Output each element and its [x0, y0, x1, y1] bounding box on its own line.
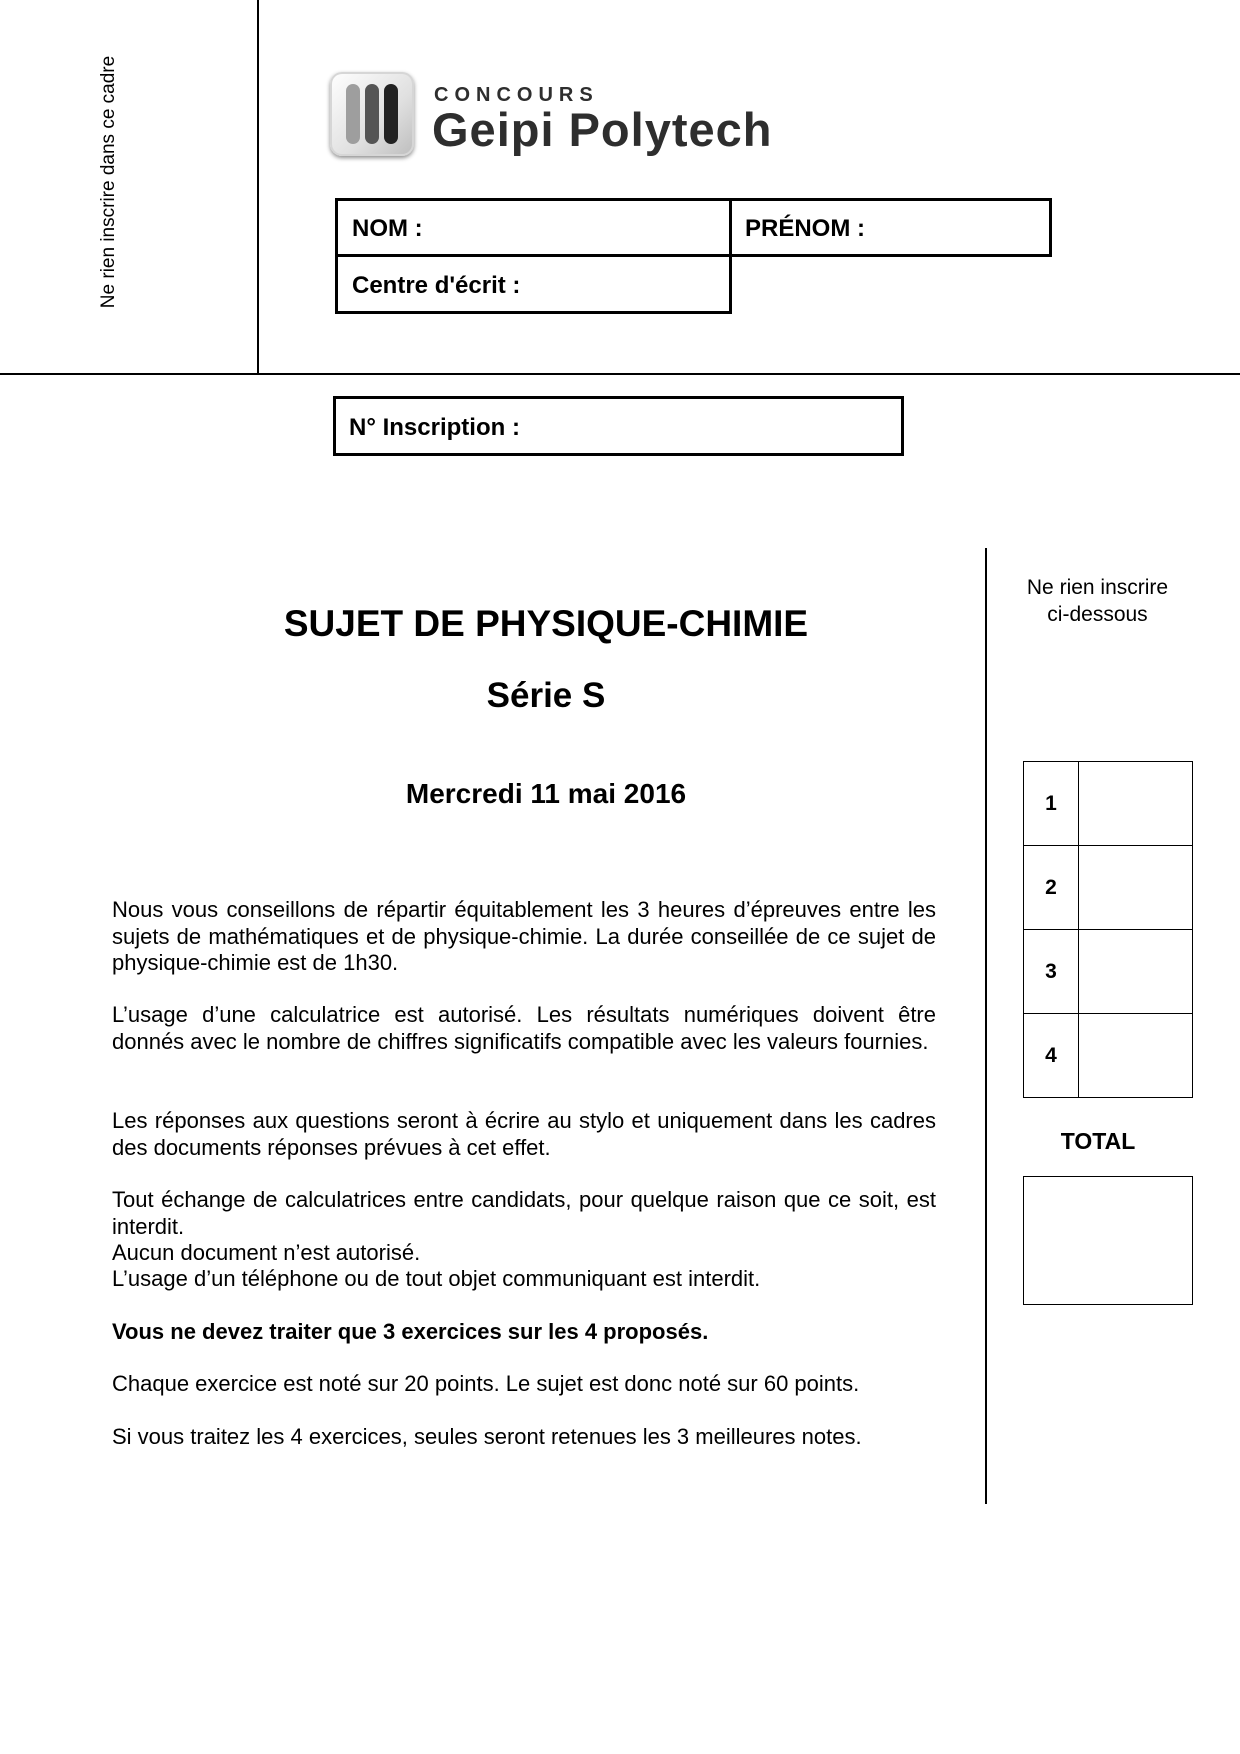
grading-column-divider [985, 548, 987, 1504]
instruction-paragraph: L’usage d’une calculatrice est autorisé. Les résultats numériques doivent être donnés avec le nombre de chiffres significatifs compatible avec les valeurs fournies. [112, 1002, 936, 1054]
concours-logo [330, 72, 830, 162]
header-vertical-divider [257, 0, 259, 374]
logo-bar-icon [365, 84, 379, 144]
margin-note: Ne rien inscrire dans ce cadre [98, 55, 119, 309]
grading-row-number: 2 [1024, 846, 1079, 930]
grading-row-number: 1 [1024, 762, 1079, 846]
inscription-field[interactable] [333, 396, 904, 456]
prenom-field[interactable] [729, 198, 1052, 257]
logo-bar-icon [384, 84, 398, 144]
inscription-label: N° Inscription : [349, 414, 520, 441]
instruction-paragraph: Tout échange de calculatrices entre candidats, pour quelque raison que ce soit, est interdit. [112, 1187, 936, 1239]
grading-row [1024, 762, 1193, 846]
instruction-line: L’usage d’un téléphone ou de tout objet communiquant est interdit. [112, 1266, 761, 1291]
instruction-paragraph: Les réponses aux questions seront à écrire au stylo et uniquement dans les cadres des documents réponses prévues à cet effet. [112, 1108, 936, 1160]
grading-note-line: ci-dessous [1047, 603, 1148, 626]
grading-score-cell[interactable] [1079, 1014, 1193, 1098]
exam-date: Mercredi 11 mai 2016 [405, 778, 687, 809]
grading-row-number: 4 [1024, 1014, 1079, 1098]
logo-main-text: Geipi Polytech [432, 103, 773, 156]
instruction-paragraph: Chaque exercice est noté sur 20 points. Le sujet est donc noté sur 60 points. [112, 1371, 860, 1396]
total-label: TOTAL [1060, 1128, 1136, 1154]
grading-score-cell[interactable] [1079, 846, 1193, 930]
nom-label: NOM : [352, 215, 423, 242]
logo-badge-icon [330, 72, 414, 156]
instruction-emphasis: Vous ne devez traiter que 3 exercices sur les 4 proposés. [112, 1319, 709, 1344]
grading-row [1024, 1014, 1193, 1098]
grading-row-number: 3 [1024, 930, 1079, 1014]
centre-label: Centre d'écrit : [352, 272, 521, 299]
centre-field[interactable] [335, 254, 732, 314]
nom-field[interactable] [335, 198, 732, 257]
grading-note-line: Ne rien inscrire [1026, 576, 1169, 599]
series-title: Série S [486, 676, 606, 715]
instruction-paragraph: Nous vous conseillons de répartir équitablement les 3 heures d’épreuves entre les sujets de mathématiques et de physique-chimie. La durée conseillée de ce sujet de physique-chimie est de 1h30. [112, 897, 936, 975]
instruction-line: Aucun document n’est autorisé. [112, 1240, 421, 1265]
logo-top-text: CONCOURS [434, 84, 599, 106]
grading-row [1024, 930, 1193, 1014]
total-score-box[interactable] [1023, 1176, 1193, 1305]
grading-row [1024, 846, 1193, 930]
grading-note [995, 574, 1200, 628]
header-horizontal-divider [0, 373, 1240, 375]
prenom-label: PRÉNOM : [745, 215, 865, 242]
page-title: SUJET DE PHYSIQUE-CHIMIE [283, 603, 809, 644]
grading-score-cell[interactable] [1079, 930, 1193, 1014]
logo-bar-icon [346, 84, 360, 144]
grading-table [1023, 761, 1193, 1098]
instruction-paragraph: Si vous traitez les 4 exercices, seules seront retenues les 3 meilleures notes. [112, 1424, 862, 1449]
grading-score-cell[interactable] [1079, 762, 1193, 846]
